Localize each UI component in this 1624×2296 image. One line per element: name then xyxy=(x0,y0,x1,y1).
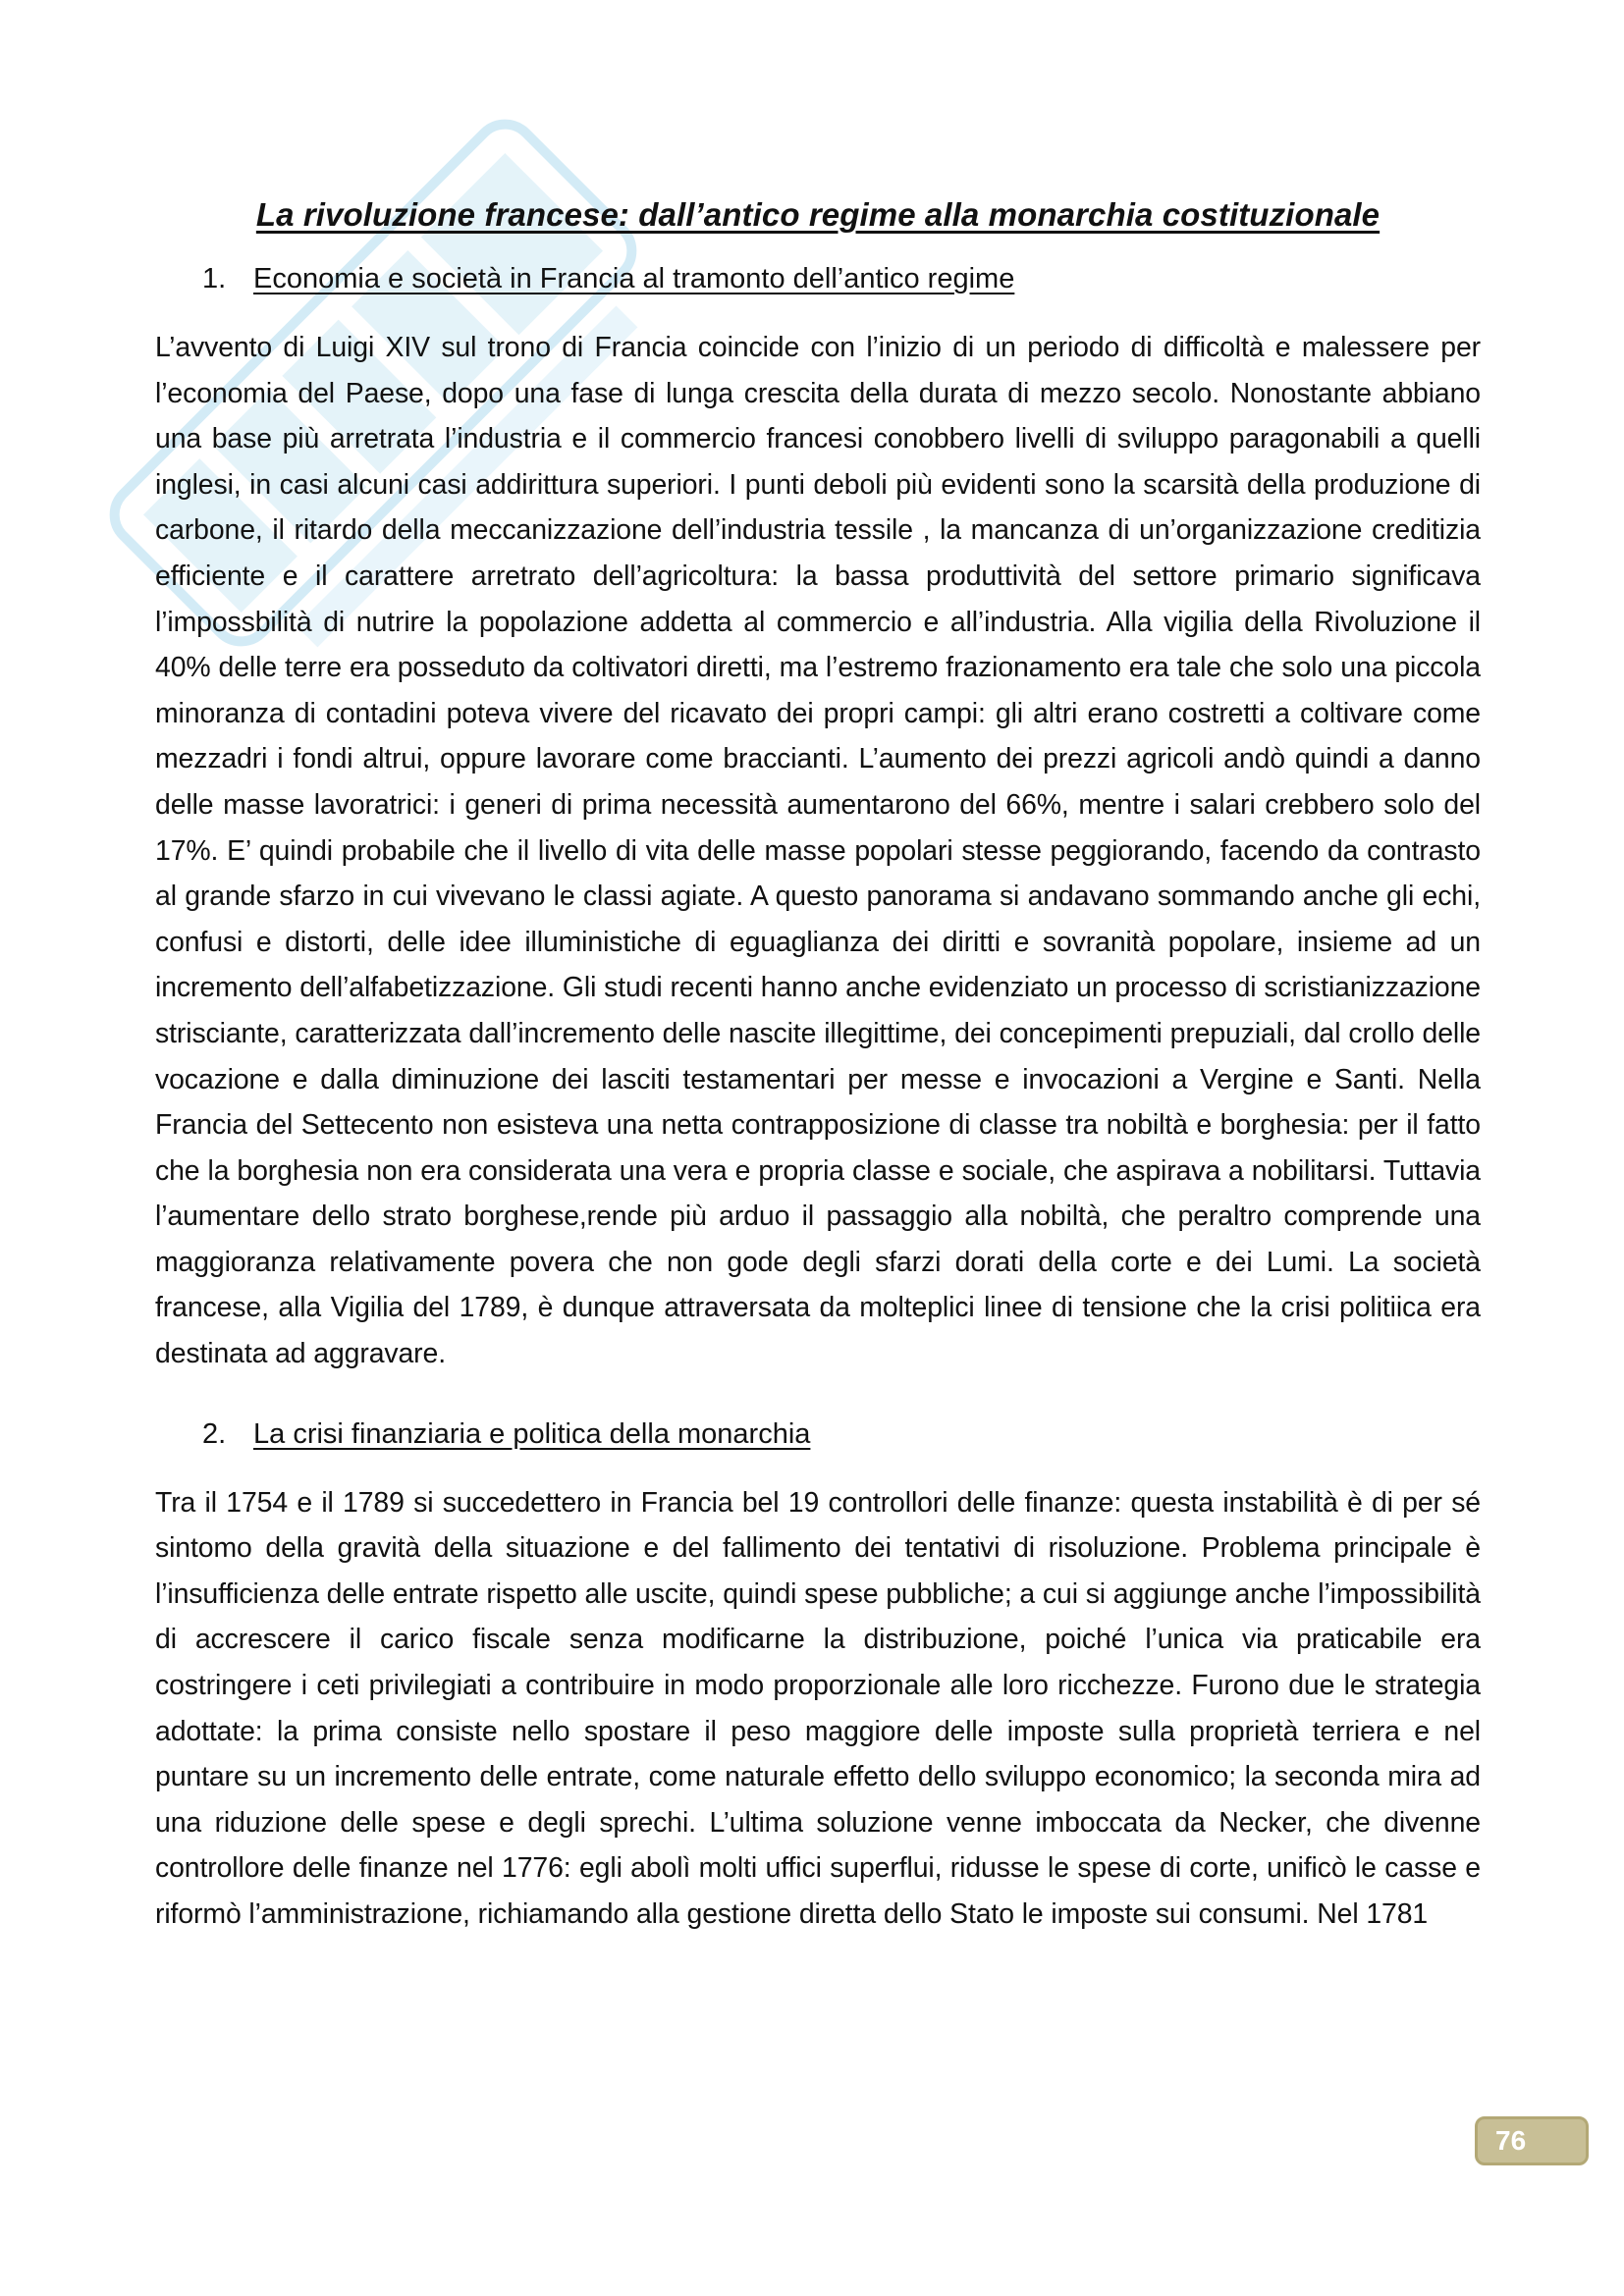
section-2 xyxy=(155,1418,1481,1938)
section-number: 2. xyxy=(202,1417,227,1450)
section-heading xyxy=(202,263,1481,295)
section-heading xyxy=(202,1418,1481,1451)
section-number: 1. xyxy=(202,263,227,294)
document-page xyxy=(155,196,1481,1979)
paragraph: L’avvento di Luigi XIV sul trono di Francia coincide con l’inizio di un periodo di difficoltà e malessere per l’economia del Paese, dopo una fase di lunga crescita della durata di mezzo secolo. Nonostante abbiano una base più arretrata l’industria e il commercio francesi conobbero livelli di sviluppo paragonabili a quelli inglesi, in casi alcuni casi addirittura superiori. I punti deboli più evidenti sono la scarsità della produzione di carbone, il ritardo della meccanizzazione dell’industria tessile , la mancanza di un’organizzazione creditizia efficiente e il carattere arretrato dell’agricoltura: la bassa produttività del settore primario significava l’impossbilità di nutrire la popolazione addetta al commercio e all’industria. Alla vigilia della Rivoluzione il 40% delle terre era posseduto da coltivatori diretti, ma l’estremo frazionamento era tale che solo una piccola minoranza di contadini poteva vivere del ricavato dei propri campi: gli altri erano costretti a coltivare come mezzadri i fondi altrui, oppure lavorare come braccianti. L’aumento dei prezzi agricoli andò quindi a danno delle masse lavoratrici: i generi di prima necessità aumentarono del 66%, mentre i salari crebbero solo del 17%. E’ quindi probabile che il livello di vita delle masse popolari stesse peggiorando, facendo da contrasto al grande sfarzo in cui vivevano le classi agiate. A questo panorama si andavano sommando anche gli echi, confusi e distorti, delle idee illuministiche di eguaglianza dei diritti e sovranità popolare, insieme ad un incremento dell’alfabetizzazione. Gli studi recenti hanno anche evidenziato un processo di scristianizzazione strisciante, caratterizzata dall’incremento delle nascite illegittime, dei concepimenti prepuziali, dal crollo delle vocazione e dalla diminuzione dei lasciti testamentari per messe e invocazioni a Vergine e Santi. Nella Francia del Settecento non esisteva una netta contrapposizione di classe tra nobiltà e borghesia: per il fatto che la borghesia non era considerata una vera e propria classe e sociale, che aspirava a nobilitarsi. Tuttavia l’aumentare dello strato borghese,rende più arduo il passaggio alla nobiltà, che peraltro comprende una maggioranza relativamente povera che non gode degli sfarzi dorati della corte e dei Lumi. La società francese, alla Vigilia del 1789, è dunque attraversata da molteplici linee di tensione che la crisi politiica era destinata ad aggravare. xyxy=(155,332,1481,1370)
section-heading-text: Economia e società in Francia al tramonto dell’antico regime xyxy=(253,263,1015,294)
page-number-badge: 76 xyxy=(1475,2116,1589,2165)
section-1 xyxy=(155,263,1481,1377)
paragraph: Tra il 1754 e il 1789 si succedettero in Francia bel 19 controllori delle finanze: questa instabilità è di per sé sintomo della gravità della situazione e del fallimento dei tentativi di risoluzione. Problema principale è l’insufficienza delle entrate rispetto alle uscite, quindi spese pubbliche; a cui si aggiunge anche l’impossibilità di accrescere il carico fiscale senza modificarne la distribuzione, poiché l’unica via praticabile era costringere i ceti privilegiati a contribuire in modo proporzionale alle loro ricchezze. Furono due le strategia adottate: la prima consiste nello spostare il peso maggiore delle imposte sulla proprietà terriera e nel puntare su un incremento delle entrate, come naturale effetto dello sviluppo economico; la seconda mira ad una riduzione delle spese e degli sprechi. L’ultima soluzione venne imboccata da Necker, che divenne controllore delle finanze nel 1776: egli abolì molti uffici superflui, ridusse le spese di corte, unificò le casse e riformò l’amministrazione, richiamando alla gestione diretta dello Stato le imposte sui consumi. Nel 1781 xyxy=(155,1486,1481,1930)
document-title: La rivoluzione francese: dall’antico regime alla monarchia costituzionale xyxy=(255,196,1380,233)
section-heading-text: La crisi finanziaria e politica della monarchia xyxy=(253,1417,811,1450)
